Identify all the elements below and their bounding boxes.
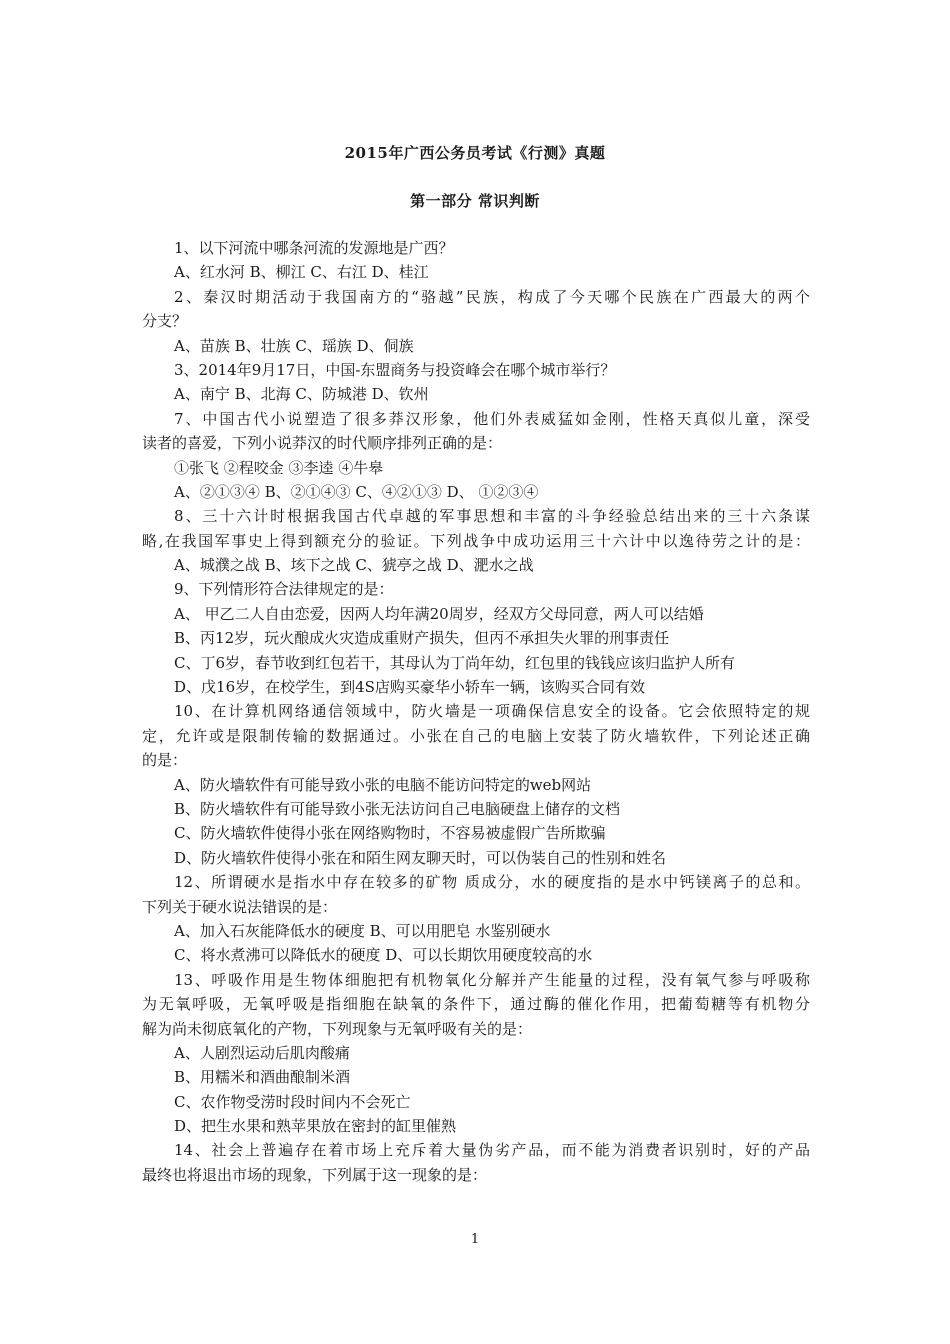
text-line: 解为尚未彻底氧化的产物，下列现象与无氧呼吸有关的是： (142, 1019, 533, 1038)
text-line: 定，允许或是限制传输的数据通过。小张在自己的电脑上安装了防火墙软件，下列论述正确 (142, 726, 810, 745)
text-line: A、 甲乙二人自由恋爱，因两人均年满20周岁，经双方父母同意，两人可以结婚 (174, 604, 704, 623)
text-line: A、城濮之战 B、垓下之战 C、猇亭之战 D、淝水之战 (174, 556, 534, 575)
text-line: 下列关于硬水说法错误的是： (142, 897, 338, 916)
text-line: B、丙12岁，玩火酿成火灾造成重财产损失，但丙不承担失火罪的刑事责任 (174, 629, 670, 648)
text-line: A、苗族 B、壮族 C、瑶族 D、侗族 (174, 336, 414, 355)
text-line: C、将水煮沸可以降低水的硬度 D、可以长期饮用硬度较高的水 (174, 946, 593, 965)
text-line: 2、秦汉时期活动于我国南方的“骆越”民族，构成了今天哪个民族在广西最大的两个 (174, 287, 810, 306)
text-line: A、②①③④ B、②①④③ C、④②①③ D、 ①②③④ (174, 482, 539, 501)
text-line: D、戊16岁，在校学生，到4S店购买豪华小轿车一辆，该购买合同有效 (174, 678, 645, 697)
text-line: 的是： (142, 751, 188, 770)
text-line: B、用糯米和酒曲酿制米酒 (174, 1068, 351, 1087)
text-line: 9、下列情形符合法律规定的是： (174, 580, 394, 599)
text-line: 为无氧呼吸，无氧呼吸是指细胞在缺氧的条件下，通过酶的催化作用，把葡萄糖等有机物分 (142, 995, 810, 1014)
text-line: A、防火墙软件有可能导致小张的电脑不能访问特定的web网站 (174, 775, 592, 794)
text-line: D、把生水果和熟苹果放在密封的缸里催熟 (174, 1117, 457, 1136)
text-line: 7、中国古代小说塑造了很多莽汉形象，他们外表威猛如金刚，性格天真似儿童，深受 (174, 409, 810, 428)
text-line: 分支？ (142, 312, 188, 331)
text-line: ①张飞 ②程咬金 ③李逵 ④牛皋 (174, 458, 384, 477)
page-number: 1 (470, 1232, 480, 1247)
section-title: 第一部分 常识判断 (410, 192, 540, 210)
text-line: 14、社会上普遍存在着市场上充斥着大量伪劣产品，而不能为消费者识别时，好的产品 (174, 1141, 810, 1160)
text-line: C、农作物受涝时段时间内不会死亡 (174, 1092, 411, 1111)
text-line: 12、所谓硬水是指水中存在较多的矿物 质成分，水的硬度指的是水中钙镁离子的总和。 (174, 873, 810, 892)
text-line: 10、在计算机网络通信领域中，防火墙是一项确保信息安全的设备。它会依照特定的规 (174, 702, 810, 721)
text-line: A、红水河 B、柳江 C、右江 D、桂江 (174, 263, 429, 282)
text-line: D、防火墙软件使得小张在和陌生网友聊天时，可以伪装自己的性别和姓名 (174, 848, 667, 867)
text-line: C、丁6岁，春节收到红包若干，其母认为丁尚年幼，红包里的钱钱应该归监护人所有 (174, 653, 736, 672)
text-line: A、人剧烈运动后肌肉酸痛 (174, 1043, 350, 1062)
text-line: 略,在我国军事史上得到额充分的验证。下列战争中成功运用三十六计中以逸待劳之计的是： (142, 531, 810, 550)
document-body (142, 236, 810, 1187)
text-line: 最终也将退出市场的现象，下列属于这一现象的是： (142, 1165, 488, 1184)
document-title: 2015年广西公务员考试《行测》真题 (344, 144, 606, 162)
text-line: 8、三十六计时根据我国古代卓越的军事思想和丰富的斗争经验总结出来的三十六条谋 (174, 507, 810, 526)
text-line: A、加入石灰能降低水的硬度 B、可以用肥皂 水鉴别硬水 (174, 921, 551, 940)
text-line: B、防火墙软件有可能导致小张无法访问自己电脑硬盘上储存的文档 (174, 799, 621, 818)
text-line: 3、2014年9月17日，中国-东盟商务与投资峰会在哪个城市举行？ (174, 360, 616, 379)
text-line: 读者的喜爱，下列小说莽汉的时代顺序排列正确的是： (142, 434, 503, 453)
text-line: A、南宁 B、北海 C、防城港 D、钦州 (174, 385, 429, 404)
text-line: 13、呼吸作用是生物体细胞把有机物氧化分解并产生能量的过程，没有氧气参与呼吸称 (174, 970, 810, 989)
text-line: C、防火墙软件使得小张在网络购物时，不容易被虚假广告所欺骗 (174, 824, 606, 843)
text-line: 1、以下河流中哪条河流的发源地是广西？ (174, 239, 454, 257)
